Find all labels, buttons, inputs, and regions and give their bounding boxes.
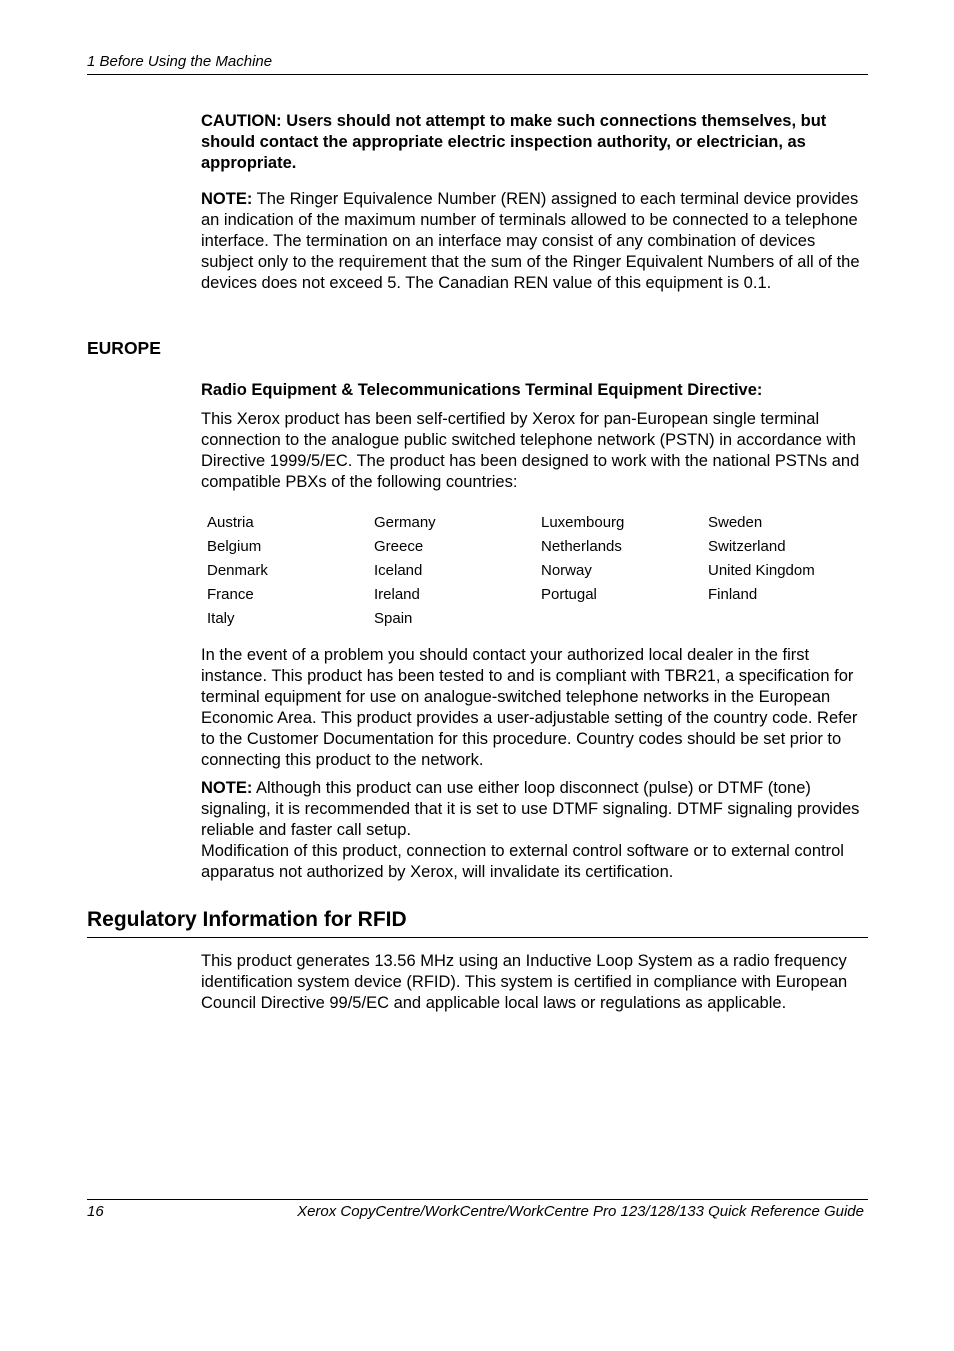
country-cell: Italy xyxy=(207,610,235,627)
signaling-note-text: Although this product can use either loop disconnect (pulse) or DTMF (tone) signaling, it is recommended that it is set to use DTMF signaling. DTMF signaling provides reliable and faster call setup. xyxy=(201,779,860,839)
problem-contact-paragraph: In the event of a problem you should contact your authorized local dealer in the first instance. This product has been tested to and is compliant with TBR21, a specification for terminal equipment for use on analogue-switched telephone networks in the European Economic Area. This product provides a user-adjustable setting of the country code. Refer to the Customer Documentation for this procedure. Country codes should be set prior to connecting this product to the network. xyxy=(201,646,858,769)
modification-text: Modification of this product, connection to external control software or to external control apparatus not authorized by Xerox, will invalidate its certification. xyxy=(201,842,844,881)
country-cell: Finland xyxy=(708,586,758,603)
ren-note-paragraph xyxy=(201,189,868,294)
country-cell: Austria xyxy=(207,514,254,531)
country-cell: Ireland xyxy=(374,586,420,603)
ren-note-label: NOTE: xyxy=(201,190,253,208)
country-cell: Norway xyxy=(541,562,592,579)
country-cell: Netherlands xyxy=(541,538,622,555)
country-cell: Iceland xyxy=(374,562,423,579)
country-cell: Germany xyxy=(374,514,436,531)
country-cell: Spain xyxy=(374,610,413,627)
country-cell xyxy=(541,607,708,631)
page-footer xyxy=(87,1199,868,1222)
country-cell: France xyxy=(207,586,254,603)
country-cell: Denmark xyxy=(207,562,268,579)
rfid-heading: Regulatory Information for RFID xyxy=(87,905,868,938)
directive-subheading: Radio Equipment & Telecommunications Terminal Equipment Directive: xyxy=(201,381,763,399)
country-cell: Sweden xyxy=(708,514,763,531)
running-header-title: 1 Before Using the Machine xyxy=(87,53,273,70)
country-cell: Belgium xyxy=(207,538,262,555)
page-number: 16 xyxy=(87,1203,104,1220)
signaling-note-label: NOTE: xyxy=(201,779,253,797)
country-cell xyxy=(708,607,874,631)
country-table xyxy=(207,511,874,631)
running-header xyxy=(87,52,868,75)
country-cell: Greece xyxy=(374,538,424,555)
country-cell: Luxembourg xyxy=(541,514,625,531)
caution-paragraph: CAUTION: Users should not attempt to make such connections themselves, but should contact the appropriate electric inspection authority, or electrician, as appropriate. xyxy=(201,112,827,172)
ren-note-text: The Ringer Equivalence Number (REN) assigned to each terminal device provides an indication of the maximum number of terminals allowed to be connected to a telephone interface. The termination on an interface may consist of any combination of devices subject only to the requirement that the sum of the Ringer Equivalent Numbers of all of the devices does not exceed 5. The Canadian REN value of this equipment is 0.1. xyxy=(201,190,860,292)
self-certification-paragraph: This Xerox product has been self-certified by Xerox for pan-European single terminal connection to the analogue public switched telephone network (PSTN) in accordance with Directive 1999/5/EC. The product has been designed to work with the national PSTNs and compatible PBXs of the following countries: xyxy=(201,410,860,491)
rfid-paragraph: This product generates 13.56 MHz using an Inductive Loop System as a radio frequency identification system device (RFID). This system is certified in compliance with European Council Directive 99/5/EC and applicable local laws or regulations as applicable. xyxy=(201,952,848,1012)
country-cell: Switzerland xyxy=(708,538,786,555)
country-cell: Portugal xyxy=(541,586,597,603)
country-cell: United Kingdom xyxy=(708,562,815,579)
signaling-note-paragraph xyxy=(201,778,868,883)
guide-title: Xerox CopyCentre/WorkCentre/WorkCentre Pro 123/128/133 Quick Reference Guide xyxy=(297,1203,864,1220)
europe-heading: EUROPE xyxy=(87,338,161,358)
